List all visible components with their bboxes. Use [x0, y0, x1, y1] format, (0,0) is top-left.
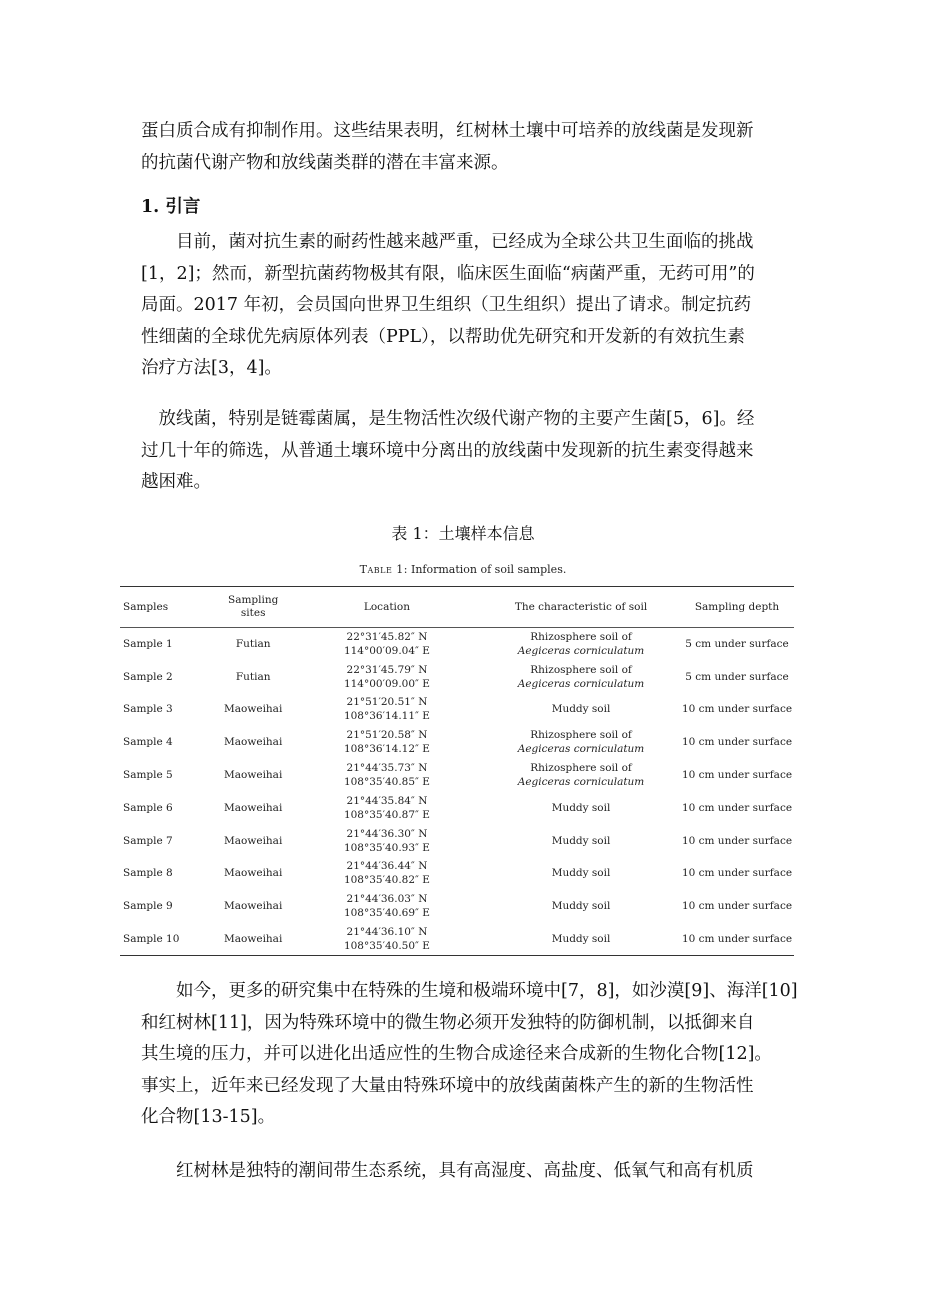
cell-location	[292, 824, 482, 857]
cell-location	[292, 923, 482, 956]
table-row	[120, 660, 794, 693]
table-row	[120, 791, 794, 824]
text-line: [1，2]；然而，新型抗菌药物极其有限，临床医生面临“病菌严重，无药可用”的	[141, 263, 755, 284]
cell-site: Maoweihai	[224, 867, 283, 880]
cell-site: Maoweihai	[224, 801, 283, 814]
longitude: 108°35′40.93″ E	[343, 841, 430, 854]
cell-soil	[482, 660, 680, 693]
longitude: 108°35′40.85″ E	[343, 776, 430, 789]
text-line: 其生境的压力，并可以进化出适应性的生物合成途径来合成新的生物化合物[12]。	[141, 1044, 772, 1064]
latitude: 21°51′20.58″ N	[346, 729, 428, 742]
cell-site: Maoweihai	[224, 703, 283, 716]
table-body	[120, 628, 794, 956]
header-sampling-sites: Sampling sites	[215, 587, 292, 628]
cell-sample: Sample 7	[123, 834, 173, 847]
latitude: 22°31′45.79″ N	[346, 663, 428, 676]
table-row	[120, 923, 794, 956]
text-line: 红树林是独特的潮间带生态系统，具有高湿度、高盐度、低氧气和高有机质	[141, 1161, 754, 1181]
cell-depth: 5 cm under surface	[685, 638, 789, 651]
text-line: 越困难。	[141, 472, 211, 492]
table-caption-chinese: 表 1：土壤样本信息	[391, 524, 535, 543]
latitude: 21°44′35.73″ N	[346, 762, 428, 775]
cell-sample: Sample 5	[123, 769, 173, 782]
cell-location	[292, 791, 482, 824]
soil-species: Aegiceras corniculatum	[517, 645, 645, 658]
paragraph-2	[141, 404, 791, 499]
cell-depth: 5 cm under surface	[685, 670, 789, 683]
cell-soil	[482, 923, 680, 956]
text-line: 化合物[13-15]。	[141, 1107, 276, 1127]
longitude: 108°35′40.69″ E	[343, 907, 430, 920]
soil-type: Muddy soil	[551, 900, 611, 913]
soil-type: Rhizosphere soil of	[530, 663, 632, 676]
soil-type: Muddy soil	[551, 867, 611, 880]
cell-depth: 10 cm under surface	[681, 801, 793, 814]
text-line: 过几十年的筛选，从普通土壤环境中分离出的放线菌中发现新的抗生素变得越来	[141, 440, 754, 461]
intro-tail-paragraph	[141, 116, 791, 179]
cell-site: Maoweihai	[224, 900, 283, 913]
latitude: 21°44′36.10″ N	[346, 925, 428, 938]
text-line: 蛋白质合成有抑制作用。这些结果表明，红树林土壤中可培养的放线菌是发现新	[141, 121, 754, 141]
latitude: 21°44′36.44″ N	[346, 860, 428, 873]
cell-location	[292, 890, 482, 923]
soil-type: Muddy soil	[551, 801, 611, 814]
cell-soil	[482, 824, 680, 857]
cell-sample: Sample 4	[123, 736, 173, 749]
cell-depth: 10 cm under surface	[681, 900, 793, 913]
soil-type: Muddy soil	[551, 834, 611, 847]
soil-samples-table	[120, 586, 794, 956]
paragraph-4	[141, 1156, 791, 1188]
paragraph-3	[141, 976, 798, 1134]
soil-species: Aegiceras corniculatum	[517, 677, 645, 690]
table-row	[120, 857, 794, 890]
table-row	[120, 726, 794, 759]
soil-species: Aegiceras corniculatum	[517, 776, 645, 789]
text-line: 和红树林[11]，因为特殊环境中的微生物必须开发独特的防御机制，以抵御来自	[141, 1012, 755, 1033]
longitude: 108°35′40.82″ E	[343, 874, 430, 887]
soil-type: Rhizosphere soil of	[530, 631, 632, 644]
cell-site: Maoweihai	[224, 834, 283, 847]
text-line: 局面。2017 年初，会员国向世界卫生组织（卫生组织）提出了请求。制定抗药	[141, 295, 752, 315]
paragraph-1	[141, 227, 791, 385]
cell-sample: Sample 9	[123, 900, 173, 913]
cell-location	[292, 759, 482, 792]
latitude: 21°44′35.84″ N	[346, 794, 428, 807]
cell-depth: 10 cm under surface	[681, 769, 793, 782]
table-row	[120, 759, 794, 792]
soil-species: Aegiceras corniculatum	[517, 743, 645, 756]
header-location: Location	[292, 587, 482, 628]
soil-type: Muddy soil	[551, 932, 611, 945]
cell-location	[292, 857, 482, 890]
table-caption-english	[0, 563, 926, 576]
text-line: 目前，菌对抗生素的耐药性越来越严重，已经成为全球公共卫生面临的挑战	[141, 232, 754, 252]
cell-location	[292, 693, 482, 726]
cell-depth: 10 cm under surface	[681, 703, 793, 716]
cell-location	[292, 660, 482, 693]
text-line: 如今，更多的研究集中在特殊的生境和极端环境中[7，8]，如沙漠[9]、海洋[10]	[141, 981, 798, 1001]
cell-soil	[482, 693, 680, 726]
header-sampling-depth: Sampling depth	[680, 587, 794, 628]
cell-soil	[482, 759, 680, 792]
text-line: 治疗方法[3，4]。	[141, 358, 282, 378]
text-line: 放线菌，特别是链霉菌属，是生物活性次级代谢产物的主要产生菌[5，6]。经	[141, 409, 755, 429]
table-row	[120, 628, 794, 661]
soil-type: Rhizosphere soil of	[530, 762, 632, 775]
cell-soil	[482, 890, 680, 923]
cell-depth: 10 cm under surface	[680, 923, 794, 956]
section-heading: 1. 引言	[141, 197, 201, 217]
longitude: 114°00′09.00″ E	[343, 677, 430, 690]
latitude: 21°51′20.51″ N	[346, 696, 428, 709]
cell-site: Maoweihai	[224, 736, 283, 749]
longitude: 108°36′14.11″ E	[343, 710, 430, 723]
cell-sample: Sample 10	[120, 923, 215, 956]
cell-sample: Sample 2	[123, 670, 173, 683]
table-row	[120, 890, 794, 923]
cell-site: Futian	[235, 638, 271, 651]
cell-depth: 10 cm under surface	[681, 867, 793, 880]
cell-site: Futian	[235, 670, 271, 683]
cell-soil	[482, 791, 680, 824]
soil-type: Rhizosphere soil of	[530, 729, 632, 742]
cell-site: Maoweihai	[215, 923, 292, 956]
cell-site: Maoweihai	[224, 769, 283, 782]
table-label: Table 1	[359, 563, 404, 576]
cell-location	[292, 628, 482, 661]
soil-type: Muddy soil	[551, 703, 611, 716]
longitude: 108°35′40.50″ E	[343, 939, 430, 952]
latitude: 21°44′36.30″ N	[346, 827, 428, 840]
text-line: 事实上，近年来已经发现了大量由特殊环境中的放线菌菌株产生的新的生物活性	[141, 1075, 754, 1096]
cell-soil	[482, 726, 680, 759]
longitude: 108°36′14.12″ E	[343, 743, 430, 756]
table-row	[120, 693, 794, 726]
longitude: 114°00′09.04″ E	[343, 645, 430, 658]
latitude: 22°31′45.82″ N	[346, 631, 428, 644]
text-line: 的抗菌代谢产物和放线菌类群的潜在丰富来源。	[141, 152, 509, 173]
header-samples: Samples	[120, 587, 215, 628]
cell-soil	[482, 628, 680, 661]
cell-location	[292, 726, 482, 759]
table-header-row	[120, 587, 794, 628]
cell-sample: Sample 1	[123, 638, 173, 651]
cell-sample: Sample 3	[123, 703, 173, 716]
cell-sample: Sample 8	[123, 867, 173, 880]
header-soil-characteristic: The characteristic of soil	[482, 587, 680, 628]
table-caption-text: : Information of soil samples.	[403, 563, 567, 576]
text-line: 性细菌的全球优先病原体列表（PPL），以帮助优先研究和开发新的有效抗生素	[141, 326, 745, 347]
cell-depth: 10 cm under surface	[681, 736, 793, 749]
table-row	[120, 824, 794, 857]
longitude: 108°35′40.87″ E	[343, 808, 430, 821]
cell-soil	[482, 857, 680, 890]
latitude: 21°44′36.03″ N	[346, 893, 428, 906]
cell-depth: 10 cm under surface	[681, 834, 793, 847]
cell-sample: Sample 6	[123, 801, 173, 814]
